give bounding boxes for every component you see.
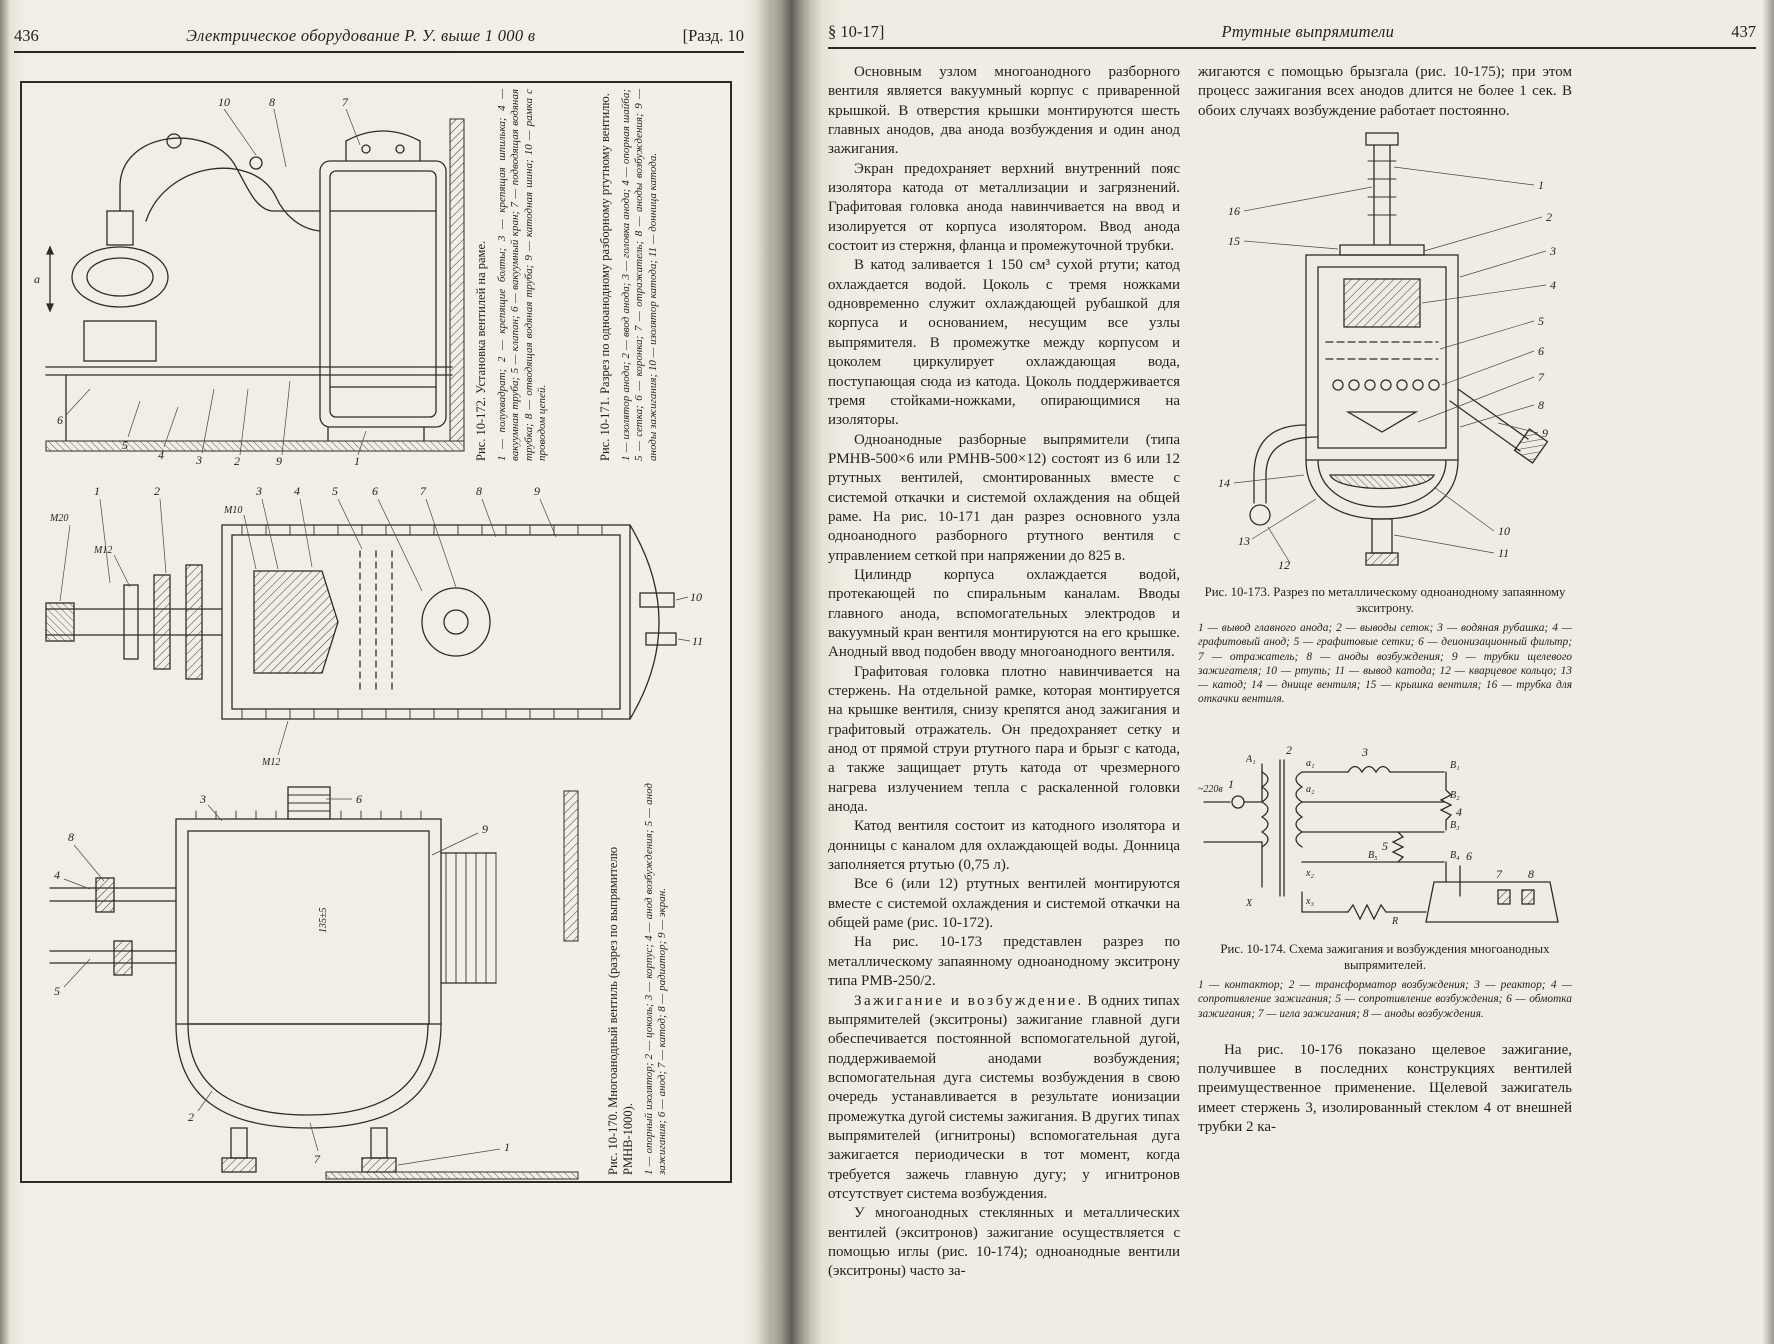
callout-label: 3 [1550,244,1556,259]
callout-label: 12 [1278,558,1290,573]
callout-label: 10 [690,590,702,604]
callout-label: 8 [68,830,74,844]
paragraph: На рис. 10-176 показано щелевое зажигание, получившее в последних конструкциях вентилей преимущественное применение. Щелевой зажигатель имеет стержень 3, изолированный стеклом 4 от внешней трубки 2 ка- [1198,1041,1572,1136]
paragraph: Одноанодные разборные выпрямители (типа РМНВ-500×6 или РМНВ-500×12) состоят из 6 или 12 ртутных вентилей, смонтированных вместе с системой откачки и системой охлаждения на общей раме. На рис. 10-171 дан разрез основного узла одноанодного разборного ртутного вентиля с управлением сеткой при напряжении до 825 в. [828,431,1180,564]
callout-label: 5 [332,484,338,498]
callout-label: 8 [1528,867,1534,882]
callout-label: 6 [1538,344,1544,359]
callout-label: 5 [54,984,60,998]
callout-labels [34,95,360,467]
paragraph: У многоанодных стеклянных и металлических вентилей (экситронов) зажигание осуществляется с помощью иглы (рис. 10-174); одноанодные вентили (экситроны) часто за- [828,1205,1180,1280]
callout-label: 1 [504,1140,510,1154]
fig-10-172-caption-strip [474,89,570,461]
callout-label: 4 [54,868,60,882]
fig-10-172-legend: 1 — полуквадрат; 2 — крепящие болты; 3 — крепящая шпилька; 4 — вакуумная труба; 5 — клапан; 6 — вакуумный кран; 7 — подводящая водяная трубка; 8 — отводящая водяная труба; 9 — катодная шина; 10 — рамка с проводом цепей. [496,89,549,461]
paragraph: Основным узлом многоанодного разборного вентиля является вакуумный корпус с приваренной крышкой. В отверстия крышки монтируются шесть главных анодов, два анода возбуждения и один анод зажигания. [828,64,1180,158]
terminal-label: х₃ [1306,896,1314,908]
figure-10-170-drawing [26,783,600,1181]
ignition-circuit [1204,760,1558,922]
thread-label: М12 [94,545,113,556]
paragraph: Экран предохраняет верхний внутренний пояс изолятора катода от металлизации и загрязнений. Графитовая головка анода навинчивается на ввод и изолируется от корпуса изолятором. Ввод анода состоит из стержня, фланца и промежуточной трубки. [828,160,1180,255]
callout-label: 11 [1498,546,1510,561]
text-column-2 [1198,63,1572,1282]
callout-label: 6 [372,484,378,498]
thread-label: М20 [50,513,69,524]
terminal-label: х₂ [1306,868,1314,880]
terminal-label: В₂ [1450,790,1460,802]
callout-label: 8 [269,95,275,109]
callout-label: 1 [1228,777,1234,792]
callout-label: 2 [188,1110,194,1124]
fig-10-170-caption-strip [606,783,720,1175]
running-head-right [828,22,1756,42]
callout-labels [49,484,703,768]
callout-label: 5 [1538,314,1544,329]
callout-label: 8 [476,484,482,498]
section-marker: [Разд. 10 [682,26,744,45]
callout-label: 2 [234,454,240,467]
callout-label: 7 [314,1152,320,1166]
paragraph: Графитовая головка плотно навинчивается на стержень. На отдельной рамке, которая монтируется на крышке вентиля, снизу крепятся анод зажигания и графитовый отражатель. Он предохраняет сетку и анод от прямой струи ртутного пара и брызг с катода, а также защищает ртуть катода от чрезмерного нагрева излучением тепла с раскаленной головки анода. [828,663,1180,816]
callout-label: 9 [534,484,540,498]
fig-10-172-caption: Рис. 10-172. Установка вентилей на раме. [474,240,488,461]
figure-10-173 [1198,127,1572,706]
callout-label: 16 [1228,204,1240,219]
running-title: Ртутные выпрямители [1221,22,1395,41]
callout-label: 2 [1546,210,1552,225]
left-edge-shadow [0,0,10,1344]
fig-10-174-legend: 1 — контактор; 2 — трансформатор возбуждения; 3 — реактор; 4 — сопротивление зажигания; 5 — сопротивление возбуждения; 6 — обмотка зажигания; 7 — игла зажигания; 8 — аноды возбуждения. [1198,979,1572,1020]
terminal-label: В₅ [1368,850,1378,862]
valve-cross-section [46,525,676,719]
excitron-cross-section [1250,133,1547,565]
callout-label: 3 [1362,745,1368,760]
dimension-label: 135±5 [318,907,329,933]
section-marker: § 10-17] [828,22,885,41]
multi-anode-valve [50,787,496,1172]
paragraph: Все 6 (или 12) ртутных вентилей монтируются вместе с системой охлаждения и системой откачки на общей раме (рис. 10-172). [828,876,1180,932]
callout-label: 6 [57,413,63,427]
callout-label: 1 [1538,178,1544,193]
ground-hatch [46,441,464,451]
terminal-label: А₁ [1246,754,1256,766]
callout-label: 7 [420,484,426,498]
thread-label: М12 [262,757,281,768]
terminal-label: В₃ [1450,820,1460,832]
vessels-and-frame [46,131,452,441]
paragraph: жигаются с помощью брызгала (рис. 10-175); при этом процесс зажигания всех анодов длится не более 1 сек. В обоих случаях возбуждение работает постоянно. [1198,64,1572,119]
callout-label: 7 [1538,370,1544,385]
callout-label: 3 [256,484,262,498]
callout-label: 10 [218,95,230,109]
text-column-1 [828,63,1180,1282]
callout-label: 9 [482,822,488,836]
callout-label: 10 [1498,524,1510,539]
page-436 [0,0,772,1344]
voltage-label: ~220в [1198,784,1223,796]
wall-hatch [450,119,464,441]
figure-10-172-drawing [28,89,468,467]
fig-10-171-caption: Рис. 10-171. Разрез по одноанодному разборному ртутному вентилю. [598,93,612,461]
wall-hatch [564,791,578,941]
fig-10-170-legend: 1 — опорный изолятор; 2 — цоколь; 3 — корпус; 4 — анод возбуждения; 5 — анод зажигания; 6 — анод; 7 — катод; 8 — радиатор; 9 — экран. [643,783,669,1175]
running-title: Электрическое оборудование Р. У. выше 1 000 в [186,26,536,45]
page-number: 437 [1731,22,1756,41]
callout-label: 7 [1496,867,1502,882]
fig-10-174-caption: Рис. 10-174. Схема зажигания и возбуждения многоанодных выпрямителей. [1220,942,1550,972]
fig-10-171-caption-strip [598,89,718,461]
figure-10-174-drawing [1198,724,1570,929]
callout-label: 4 [158,448,164,462]
fig-10-170-caption: Рис. 10-170. Многоанодный вентиль (разрез по выпрямителю РМНВ-1000). [606,846,635,1175]
callout-leaders [64,799,500,1165]
terminal-label: X [1246,898,1253,910]
callout-label: 9 [276,454,282,467]
callout-label: 9 [1542,426,1548,441]
callout-label: 15 [1228,234,1240,249]
fig-10-173-legend: 1 — вывод главного анода; 2 — выводы сеток; 3 — водяная рубашка; 4 — графитовый анод; 5 — графитовые сетки; 6 — деионизационный фильтр; 7 — отражатель; 8 — аноды возбуждения; 9 — трубки щелевого зажигателя; 10 — ртуть; 11 — вывод катода; 12 — кварцевое кольцо; 13 — катод; 14 — днище вентиля; 15 — крышка вентиля; 16 — трубка для откачки вентиля. [1198,622,1572,705]
callout-label: 4 [1456,805,1462,820]
paragraph: В катод заливается 1 150 см³ сухой ртути; катод охлаждается водой. Цоколь с тремя ножками одновременно служит охлаждающей рубашкой для корпуса и основанием, несущим все узлы выпрямителя. В промежутке между корпусом и цоколем циркулирует охлаждающая вода, поступающая сюда из катода. Цоколь поддерживается тремя стойками-ножками, опирающимися на изоляторы. [828,257,1180,429]
callout-label: 7 [342,95,348,109]
circuit-labels [1198,743,1534,927]
callout-label: 5 [1382,839,1388,854]
paragraph: Катод вентиля состоит из катодного изолятора и донницы с каналом для охлаждающей воды. Донница заполняется ртутью (0,75 л). [828,818,1180,874]
callout-label: 3 [200,792,206,806]
terminal-label: В₄ [1450,850,1460,862]
header-rule [14,51,744,53]
callout-label: 2 [154,484,160,498]
page-437 [806,0,1774,1344]
callout-label: a [34,272,40,286]
callout-label: 6 [356,792,362,806]
paragraph: Цилиндр корпуса охлаждается водой, протекающей по спиральным каналам. Вводы главного анода, вспомогательных электродов и вакуумный кран вентиля монтируются на его крышке. Анодный ввод подобен вводу многоанодного вентиля. [828,566,1180,661]
callout-label: 6 [1466,849,1472,864]
callout-label: 13 [1238,534,1250,549]
callout-label: 4 [294,484,300,498]
resistor-label: R [1392,916,1399,928]
callout-label: 5 [122,438,128,452]
dimension-a [47,247,53,311]
paragraph-text: В одних типах выпрямителей (экситроны) зажигание главной дуги обеспечивается постоянной вспомогательной дугой, поддерживаемой анодами возбуждения; вспомогательная дуга системы возбуждения в свою очередь устанавливается в результате ионизации промежутка дугой системы зажигания. В других типах выпрямителей (игнитроны) вспомогательная дуга зажигается периодически в тот момент, когда требуется зажечь главную дугу; у игнитронов отсутствует система возбуждения. [828,992,1181,1202]
figure-10-173-drawing [1198,127,1570,572]
page-number: 436 [14,26,39,45]
callout-label: 3 [196,453,202,467]
fig-10-171-legend: 1 — изолятор анода; 2 — ввод анода; 3 — головка анода; 4 — опорная шайба; 5 — сетка; 6 — коронка; 7 — отражатель; 8 — аноды возбуждения; 9 — аноды зажигания; 10 — изолятор катода; 11 — донница катода. [620,89,659,461]
thread-label: М10 [224,505,243,516]
header-rule [828,47,1756,49]
figure-10-171-drawing [26,475,726,773]
paragraph: На рис. 10-173 представлен разрез по металлическому запаянному одноанодному экситрону типа РМВ-250/2. [828,934,1180,990]
running-head-left [14,26,744,46]
callout-labels [1218,178,1556,572]
paragraph-ignition [828,992,1180,1205]
figure-plate-box [20,81,732,1183]
terminal-label: а₁ [1306,758,1315,770]
callout-label: 11 [692,634,704,648]
right-edge-shadow [1762,0,1774,1344]
terminal-label: В₁ [1450,760,1460,772]
figure-10-174 [1198,724,1572,1021]
callout-label: 8 [1538,398,1544,413]
callout-label: 4 [1550,278,1556,293]
terminal-label: а₂ [1306,784,1315,796]
callout-label: 1 [94,484,100,498]
callout-label: 2 [1286,743,1292,758]
emphasized-lead: Зажигание и возбуждение. [854,992,1084,1009]
callout-leaders [66,109,366,455]
fig-10-173-caption: Рис. 10-173. Разрез по металлическому одноанодному запаянному экситрону. [1204,585,1566,615]
callout-label: 14 [1218,476,1230,491]
callout-label: 1 [354,454,360,467]
ground-hatch [326,1172,578,1179]
